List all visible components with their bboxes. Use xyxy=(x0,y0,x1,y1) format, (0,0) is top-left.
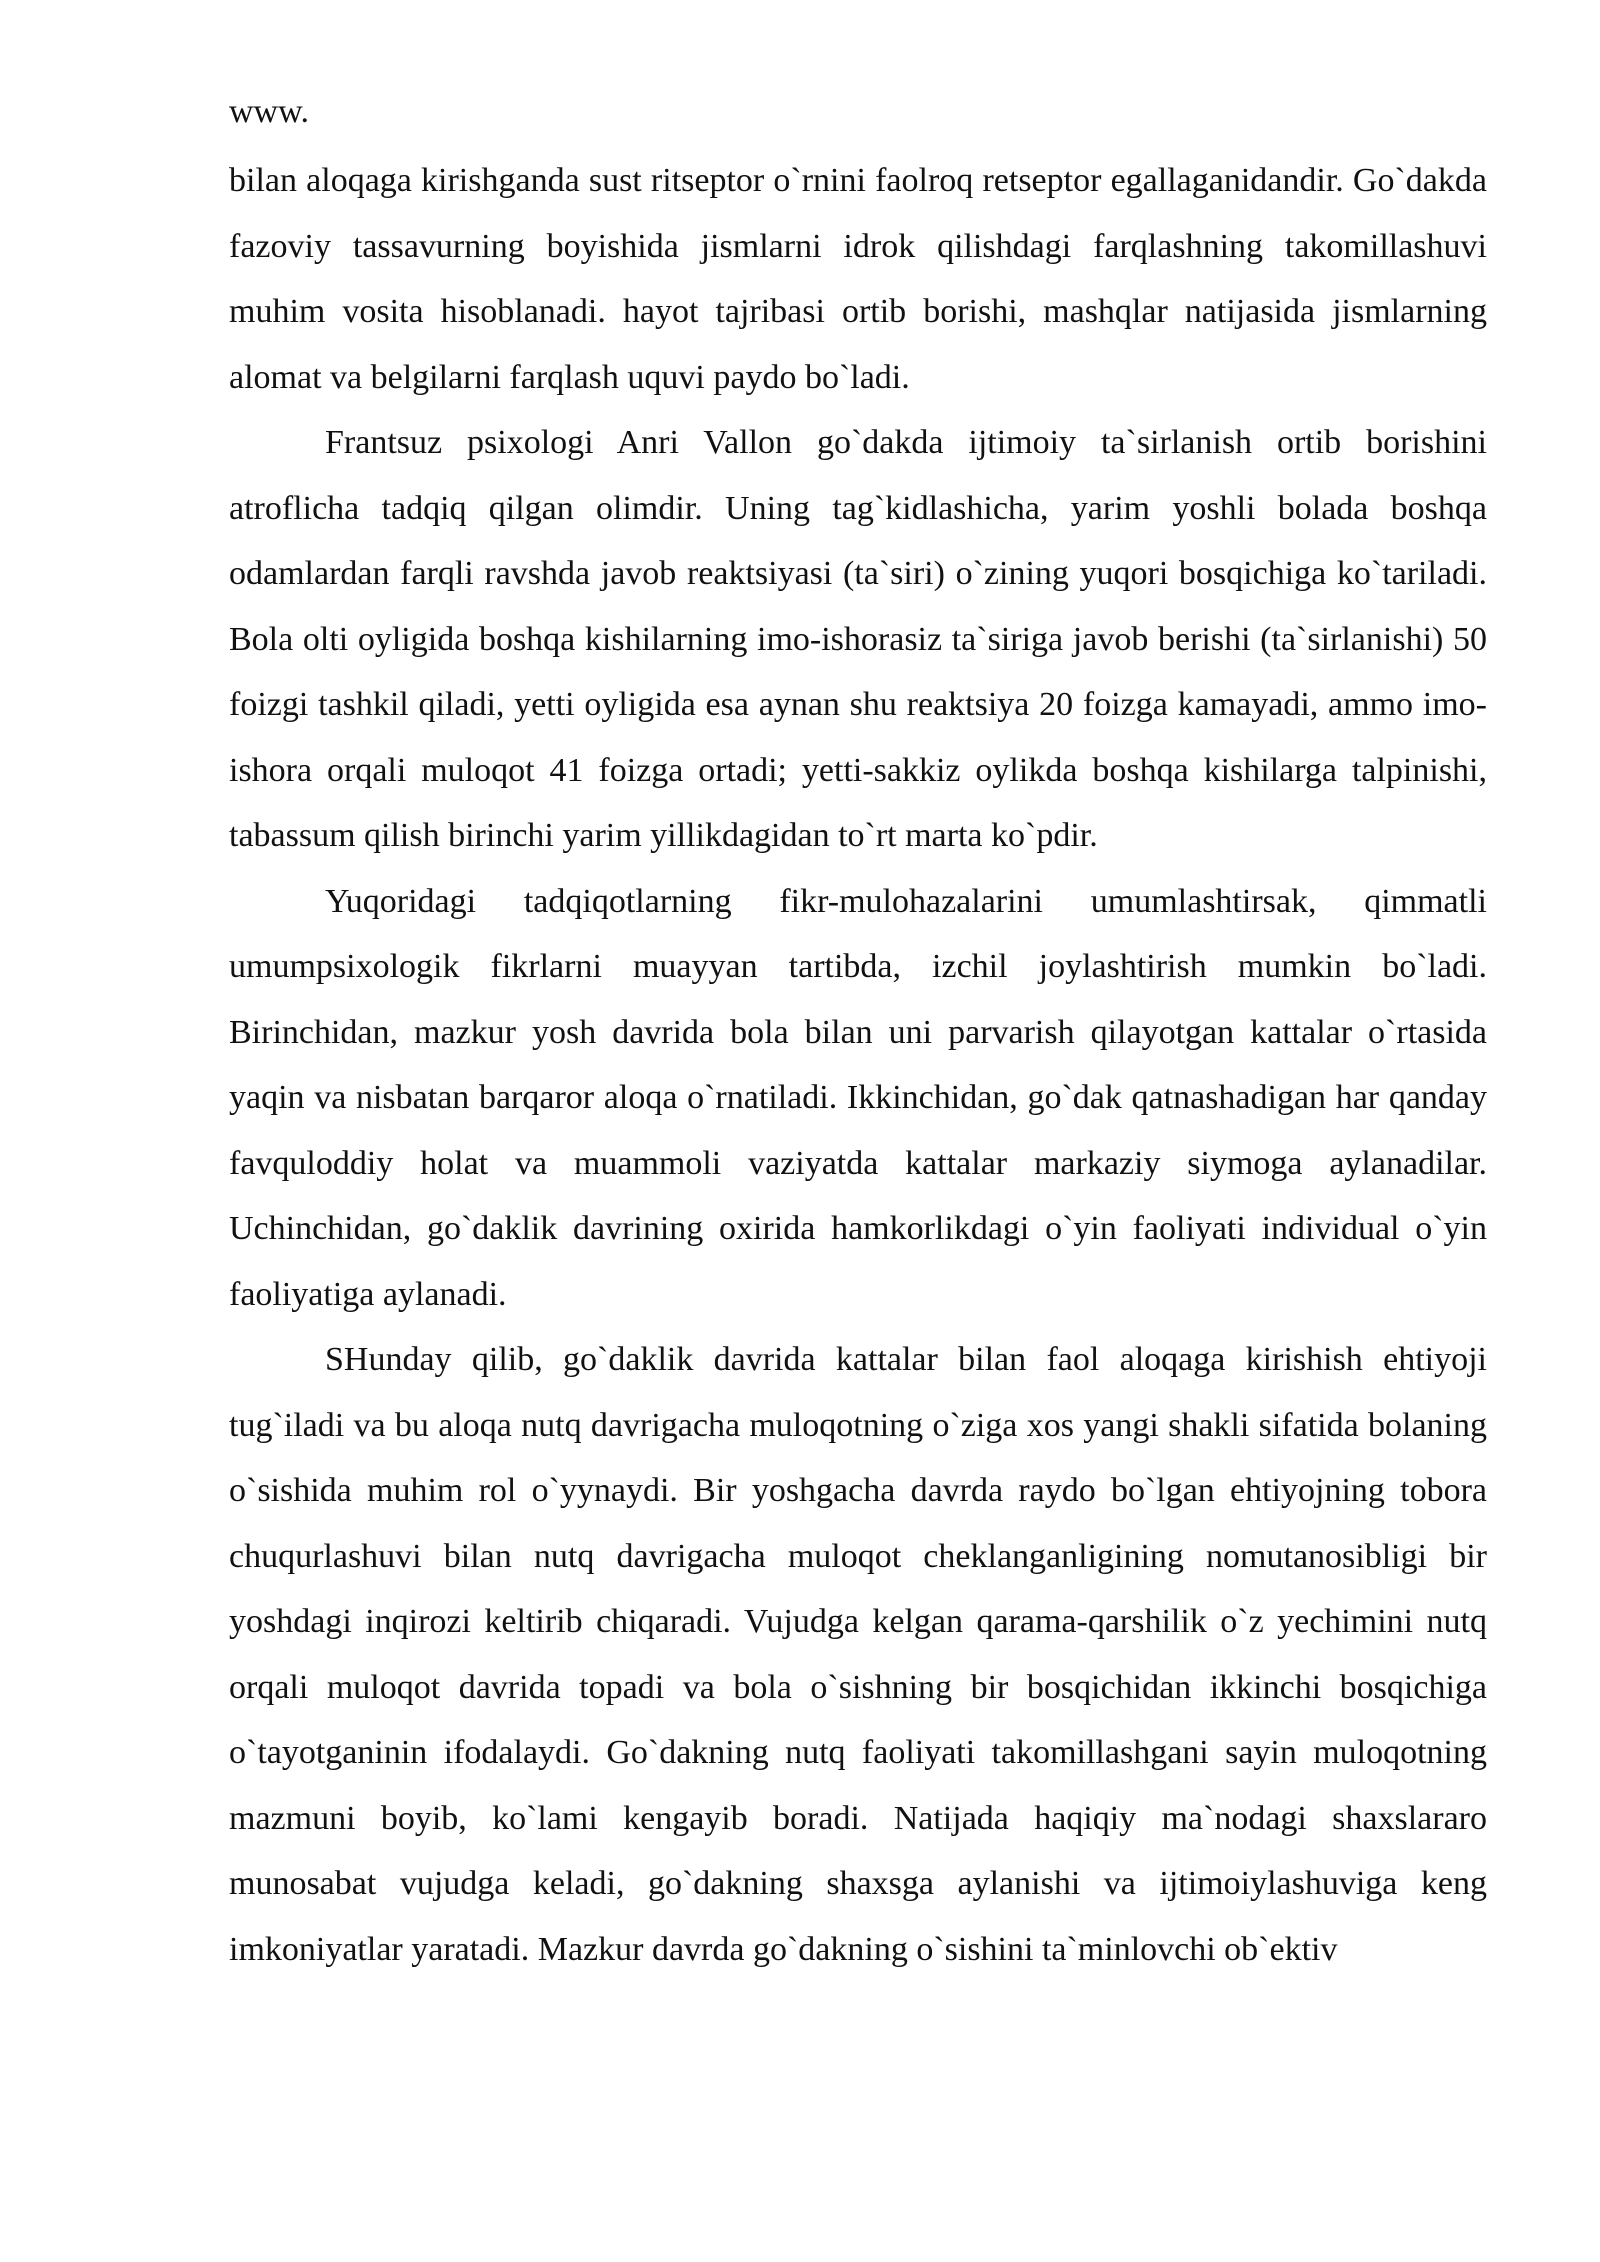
paragraph-conclusion: SHunday qilib, go`daklik davrida kattalar bilan faol aloqaga kirishish ehtiyoji tug`iladi va bu aloqa nutq davrigacha muloqotning o`ziga xos yangi shakli sifatida bolaning o`sishida muhim rol o`yynaydi. Bir yoshgacha davrda raydo bo`lgan ehtiyojning tobora chuqurlashuvi bilan nutq davrigacha muloqot cheklanganligining nomutanosibligi bir yoshdagi inqirozi keltirib chiqaradi. Vujudga kelgan qarama-qarshilik o`z yechimini nutq orqali muloqot davrida topadi va bola o`sishning bir bosqichidan ikkinchi bosqichiga o`tayotganinin ifodalaydi. Go`dakning nutq faoliyati takomillashgani sayin muloqotning mazmuni boyib, ko`lami kengayib boradi. Natijada haqiqiy ma`nodagi shaxslararo munosabat vujudga keladi, go`dakning shaxsga aylanishi va ijtimoiylashuviga keng imkoniyatlar yaratadi. Mazkur davrda go`dakning o`sishini ta`minlovchi ob`ektiv xyxy=(229,1341,1487,1968)
header-text: www. xyxy=(229,93,309,130)
paragraph-summary: Yuqoridagi tadqiqotlarning fikr-mulohazalarini umumlashtirsak, qimmatli umumpsixologik fikrlarni muayyan tartibda, izchil joylashtirish mumkin bo`ladi. Birinchidan, mazkur yosh davrida bola bilan uni parvarish qilayotgan kattalar o`rtasida yaqin va nisbatan barqaror aloqa o`rnatiladi. Ikkinchidan, go`dak qatnashadigan har qanday favquloddiy holat va muammoli vaziyatda kattalar markaziy siymoga aylanadilar. Uchinchidan, go`daklik davrining oxirida hamkorlikdagi o`yin faoliyati individual o`yin faoliyatiga aylanadi. xyxy=(229,882,1487,1313)
paragraph-vallon: Frantsuz psixologi Anri Vallon go`dakda ijtimoiy ta`sirlanish ortib borishini atroflicha tadqiq qilgan olimdir. Uning tag`kidlashicha, yarim yoshli bolada boshqa odamlardan farqli ravshda javob reaktsiyasi (ta`siri) o`zining yuqori bosqichiga ko`tariladi. Bola olti oyligida boshqa kishilarning imo-ishorasiz ta`siriga javob berishi (ta`sirlanishi) 50 foizgi tashkil qiladi, yetti oyligida esa aynan shu reaktsiya 20 foizga kamayadi, ammo imo-ishora orqali muloqot 41 foizga ortadi; yetti-sakkiz oylikda boshqa kishilarga talpinishi, tabassum qilish birinchi yarim yillikdagidan to`rt marta ko`pdir. xyxy=(229,424,1487,854)
paragraph-continuation: bilan aloqaga kirishganda sust ritseptor o`rnini faolroq retseptor egallaganidandir. Go`dakda fazoviy tassavurning boyishida jismlarni idrok qilishdagi farqlashning takomillashuvi muhim vosita hisoblanadi. hayot tajribasi ortib borishi, mashqlar natijasida jismlarning alomat va belgilarni farqlash uquvi paydo bo`ladi. xyxy=(229,162,1487,396)
document-body xyxy=(229,148,1487,1982)
